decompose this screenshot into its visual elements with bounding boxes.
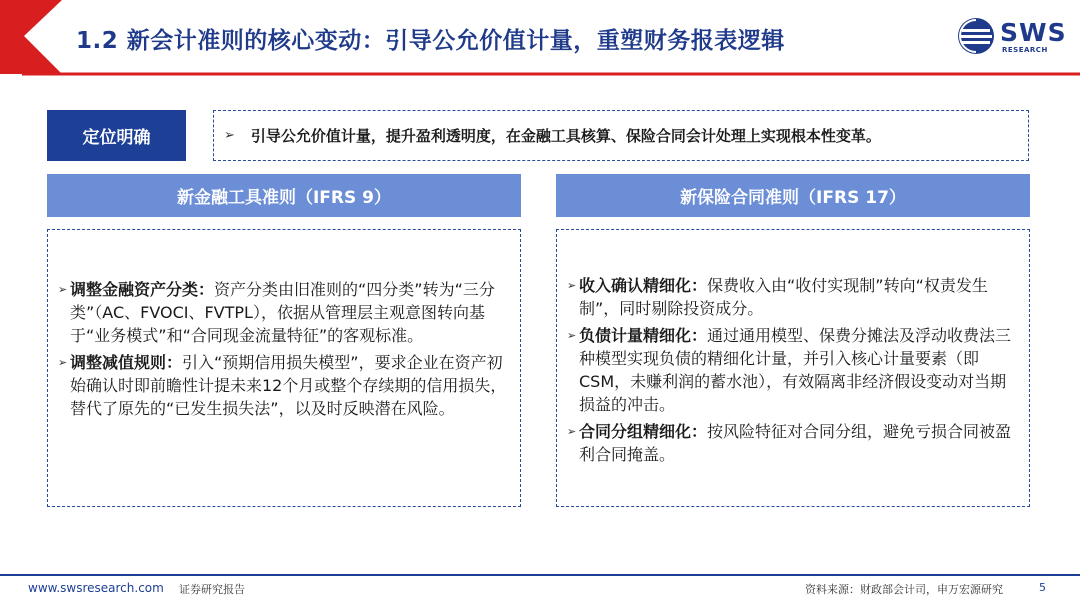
list-item: [567, 274, 1021, 320]
arrow-bullet-icon: ➢: [224, 128, 235, 143]
bullet-heading: 合同分组精细化：: [579, 422, 708, 441]
logo-subtext: RESEARCH: [1002, 46, 1048, 54]
ifrs9-content-box: [47, 229, 521, 507]
positioning-box: [213, 110, 1029, 161]
bullet-text: 资产分类由旧准则的“四分类”转为“三分类”（AC、FVOCI、FVTPL），依据从管理层主观意图转向基于“业务模式”和“合同现金流量特征”的客观标准。: [70, 280, 495, 345]
list-item: [567, 420, 1021, 466]
header: [0, 0, 1080, 78]
ifrs9-section-header: 新金融工具准则（IFRS 9）: [47, 174, 521, 217]
bullet-text: 保费收入由“收付实现制”转向“权责发生制”，同时剔除投资成分。: [579, 276, 988, 318]
ifrs9-bullet-list: [58, 278, 508, 424]
list-item: [58, 278, 508, 347]
logo-text: SWS: [1000, 18, 1067, 47]
list-item: [567, 324, 1021, 416]
footer-report-type: 证券研究报告: [179, 583, 245, 596]
footer-website-link[interactable]: www.swsresearch.com: [28, 581, 164, 595]
positioning-tag: 定位明确: [47, 110, 186, 161]
footer-source: 资料来源：财政部会计司，申万宏源研究: [805, 583, 1003, 596]
bullet-heading: 调整减值规则：: [70, 353, 183, 372]
footer-divider: [0, 574, 1080, 576]
list-item: [58, 351, 508, 420]
arrow-bullet-icon: ➢: [58, 283, 68, 296]
arrow-bullet-icon: ➢: [567, 279, 577, 292]
bullet-text: 引入“预期信用损失模型”，要求企业在资产初始确认时即前瞻性计提未来12个月或整个存续期的信用损失，替代了原先的“已发生损失法”，以及时反映潜在风险。: [70, 353, 507, 418]
positioning-text: 引导公允价值计量，提升盈利透明度，在金融工具核算、保险合同会计处理上实现根本性变革。: [250, 127, 881, 145]
sws-logo: [956, 16, 1066, 60]
page-title: 1.2 新会计准则的核心变动：引导公允价值计量，重塑财务报表逻辑: [76, 28, 785, 54]
bullet-heading: 负债计量精细化：: [579, 326, 708, 345]
bullet-heading: 收入确认精细化：: [579, 276, 708, 295]
arrow-bullet-icon: ➢: [567, 329, 577, 342]
bullet-text: 通过通用模型、保费分摊法及浮动收费法三种模型实现负债的精细化计量，并引入核心计量要素（即CSM，未赚利润的蓄水池），有效隔离非经济假设变动对当期损益的冲击。: [579, 326, 1012, 414]
arrow-bullet-icon: ➢: [567, 425, 577, 438]
ifrs17-section-header: 新保险合同准则（IFRS 17）: [556, 174, 1030, 217]
sws-globe-icon: [956, 16, 996, 56]
ifrs17-content-box: [556, 229, 1030, 507]
bullet-text: 按风险特征对合同分组，避免亏损合同被盈利合同掩盖。: [579, 422, 1012, 464]
bullet-heading: 调整金融资产分类：: [70, 280, 215, 299]
page-number: 5: [1039, 581, 1046, 594]
arrow-bullet-icon: ➢: [58, 356, 68, 369]
ifrs17-bullet-list: [567, 274, 1021, 470]
